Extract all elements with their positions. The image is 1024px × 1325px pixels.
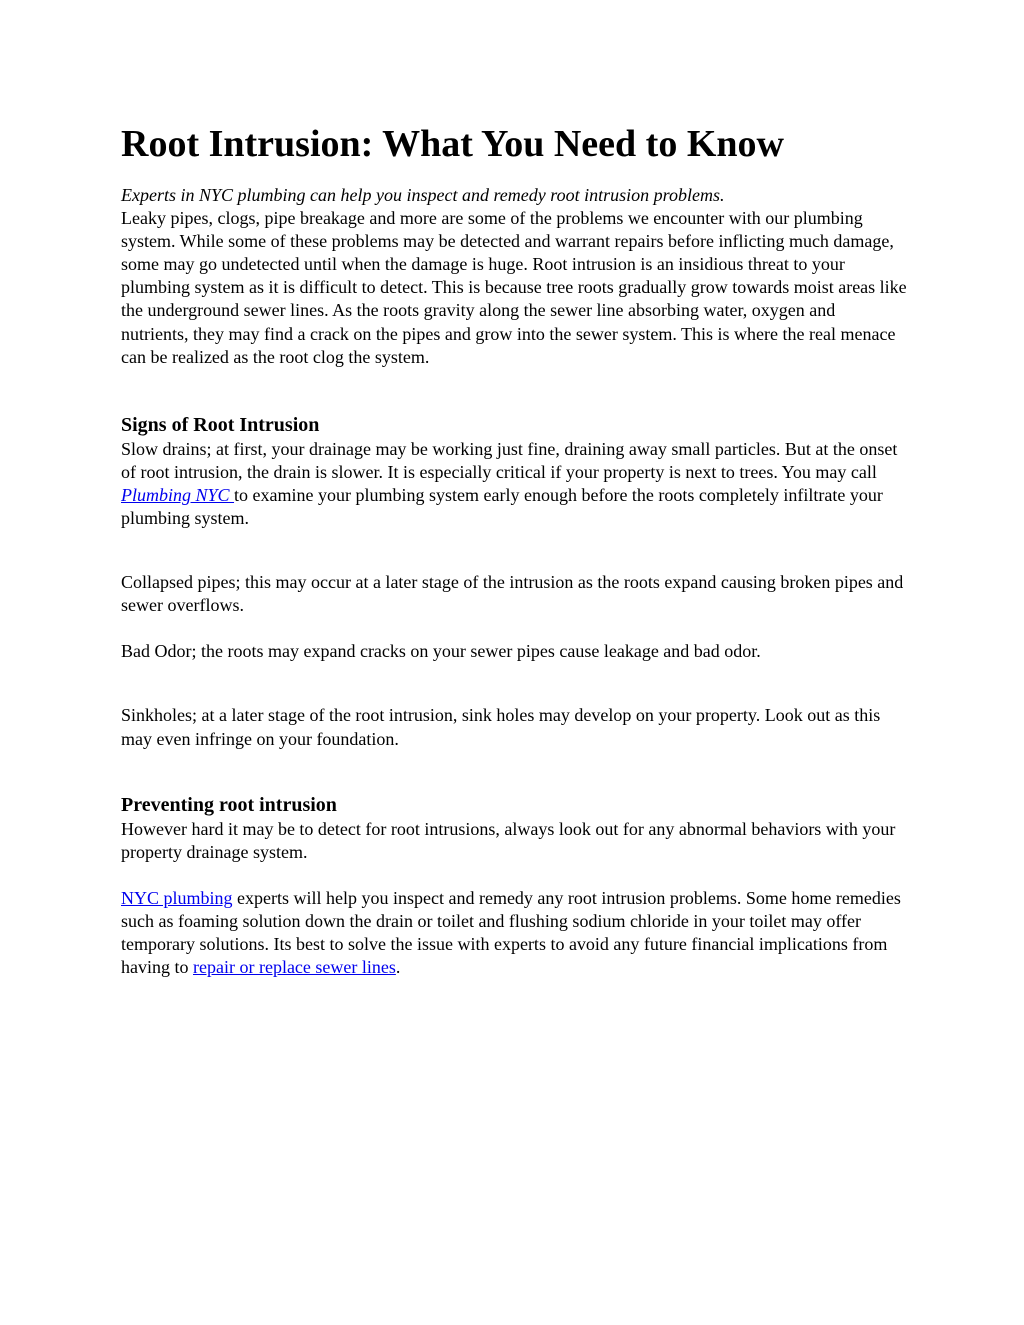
intro-paragraph: Leaky pipes, clogs, pipe breakage and more are some of the problems we encounter with our plumbing system. While some of these problems may be detected and warrant repairs before inflicting much damage, some may go undetected until when the damage is huge. Root intrusion is an insidious threat to your plumbing system as it is difficult to detect. This is because tree roots gradually grow towards moist areas like the underground sewer lines. As the roots gravity along the sewer line absorbing water, oxygen and nutrients, they may find a crack on the pipes and grow into the sewer system. This is where the real menace can be realized as the root clog the system. [121,208,907,367]
period-text: . [395,957,401,978]
spacer [121,751,907,792]
slow-drains-text: Slow drains; at first, your drainage may be working just fine, draining away small particles. But at the onset of root intrusion, the drain is slower. It is especially critical if your property is next to trees. You may call [121,438,898,482]
repair-sewer-lines-link[interactable]: repair or replace sewer lines [193,957,396,978]
paragraph-sinkholes: Sinkholes; at a later stage of the root intrusion, sink holes may develop on your property. Look out as this may even infringe on your foundation. [121,705,881,749]
spacer [121,617,907,640]
nyc-plumbing-link[interactable]: NYC plumbing [121,887,233,908]
section-heading-preventing: Preventing root intrusion [121,793,337,816]
paragraph-slow-drains [121,438,907,530]
spacer [121,530,907,571]
page-title: Root Intrusion: What You Need to Know [121,123,784,165]
slow-drains-text-end: to examine your plumbing system early enough before the roots completely infiltrate your plumbing system. [121,484,883,529]
paragraph-nyc-plumbing [121,887,907,979]
spacer [121,369,907,412]
paragraph-collapsed-pipes: Collapsed pipes; this may occur at a later stage of the intrusion as the roots expand causing broken pipes and sewer overflows. [121,572,904,616]
paragraph-abnormal-behaviors: However hard it may be to detect for root intrusions, always look out for any abnormal behaviors with your property drainage system. [121,818,896,862]
paragraph-bad-odor: Bad Odor; the roots may expand cracks on your sewer pipes cause leakage and bad odor. [121,641,761,662]
spacer [121,864,907,887]
nyc-plumbing-text: experts will help you inspect and remedy any root intrusion problems. Some home remedies such as foaming solution down the drain or toilet and flushing sodium chloride in your toilet may offer temporary solutions. Its best to solve the issue with experts to avoid any future financial implications from having to [121,887,901,978]
intro-subtitle: Experts in NYC plumbing can help you inspect and remedy root intrusion problems. [121,185,725,205]
document-page [121,118,907,979]
section-heading-signs: Signs of Root Intrusion [121,413,320,436]
plumbing-nyc-link[interactable]: Plumbing NYC [121,484,235,505]
spacer [121,663,907,704]
